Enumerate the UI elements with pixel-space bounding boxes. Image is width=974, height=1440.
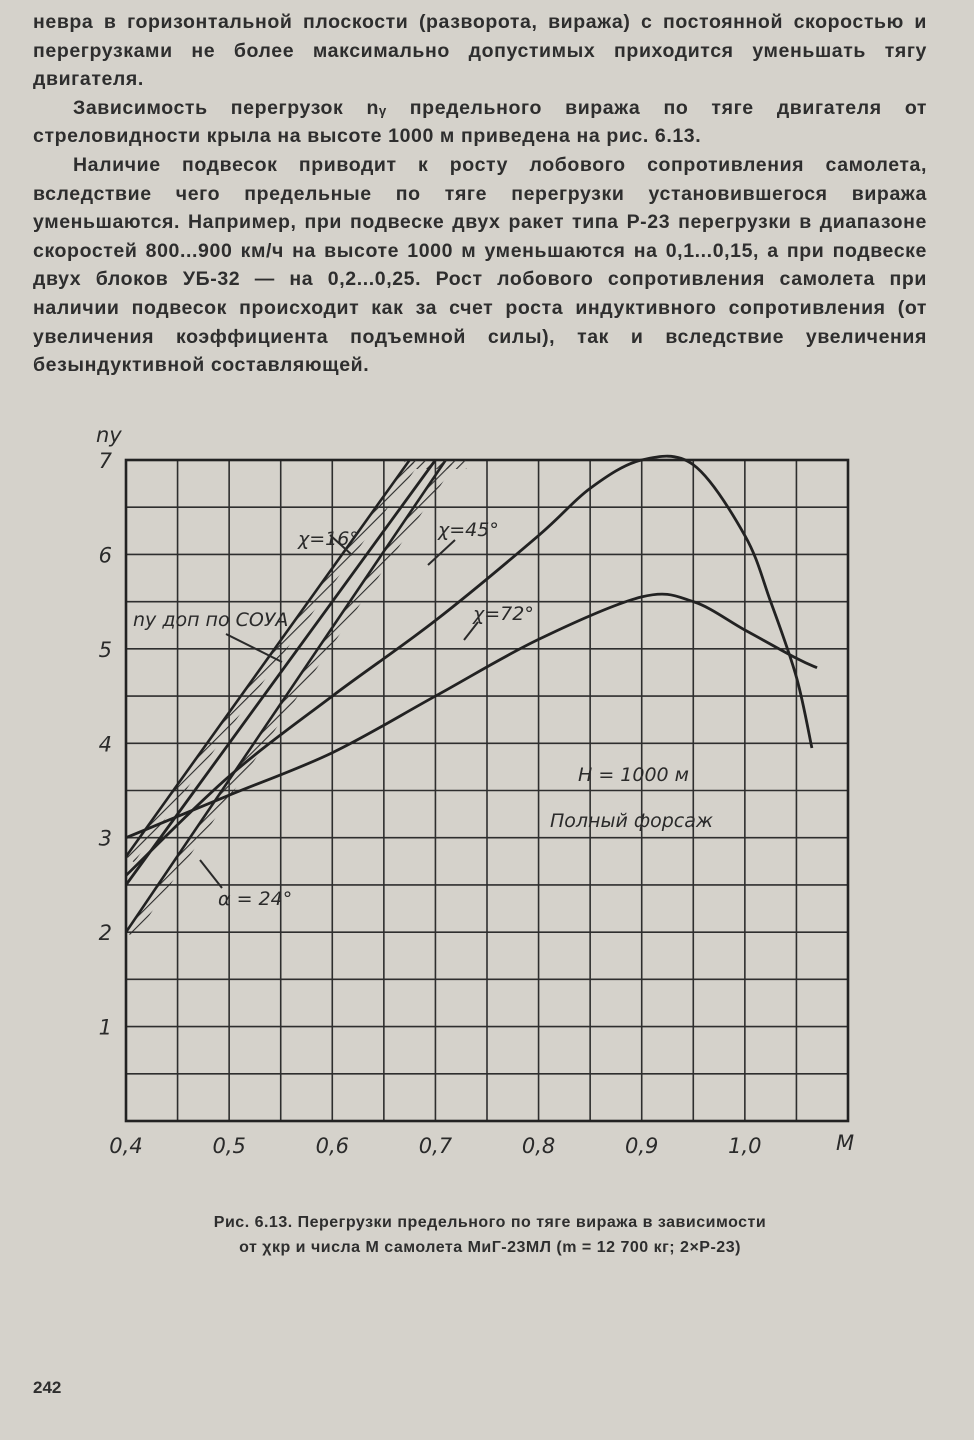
leader-chi-45 — [428, 540, 455, 565]
x-tick-label: 0,6 — [315, 1134, 349, 1158]
paragraph-2: Зависимость перегрузок nᵧ предельного виража по тяге двигателя от стреловидности крыла на высоте 1000 м приведена на рис. 6.13. — [33, 96, 927, 148]
y-tick-label: 2 — [98, 921, 112, 946]
limit-hatch-1 — [126, 460, 454, 938]
x-tick-label: 0,8 — [521, 1134, 556, 1158]
caption-line-2: от χкр и числа М самолета МиГ-23МЛ (m = 12 700 кг; 2×Р-23) — [239, 1239, 741, 1256]
y-tick-label: 3 — [98, 826, 112, 851]
x-tick-label: 1,0 — [728, 1134, 762, 1158]
limit-line-0 — [126, 460, 410, 857]
label-altitude: H = 1000 м — [578, 764, 690, 786]
paragraph-1: невра в горизонтальной плоскости (разворота, виража) с постоянной скоростью и перегрузками не более максимально допустимых приходится уменьшать тягу двигателя. — [33, 11, 927, 91]
limit-hatch-0 — [126, 460, 418, 862]
y-tick-label: 5 — [98, 637, 112, 662]
caption-line-1: Рис. 6.13. Перегрузки предельного по тяге виража в зависимости — [213, 1214, 767, 1231]
label-alpha-24: α = 24° — [218, 888, 293, 910]
y-tick-label: 6 — [98, 543, 112, 568]
x-axis-label: M — [836, 1131, 855, 1155]
x-tick-label: 0,5 — [212, 1134, 246, 1158]
body-text — [33, 8, 927, 380]
chart-grid — [126, 460, 848, 1121]
label-ny-dop: nу доп по СОУА — [133, 609, 289, 631]
y-tick-label: 1 — [98, 1015, 112, 1040]
x-tick-label: 0,4 — [109, 1134, 143, 1158]
label-regime: Полный форсаж — [550, 810, 714, 832]
leader-chi-72 — [464, 622, 478, 640]
page-number: 242 — [33, 1378, 62, 1397]
label-chi-45: χ=45° — [438, 519, 499, 541]
y-tick-label: 4 — [98, 732, 112, 757]
leader-alpha-24 — [200, 860, 222, 888]
figure-caption — [60, 1210, 920, 1260]
paragraph-3: Наличие подвесок приводит к росту лобового сопротивления самолета, вследствие чего предельные по тяге перегрузки установившегося виража уменьшаются. Например, при подвеске двух ракет типа Р-23 перегрузки в диапазоне скоростей 800...900 км/ч на высоте 1000 м уменьшаются на 0,1...0,15, а при подвеске двух блоков УБ-32 — на 0,2...0,25. Рост лобового сопротивления самолета при наличии подвесок происходит как за счет роста индуктивного сопротивления (от увеличения коэффициента подъемной силы), так и вследствие увеличения безындуктивной составляющей. — [33, 153, 927, 377]
y-axis-label: ny — [96, 423, 122, 447]
y-tick-label: 7 — [98, 449, 112, 473]
x-tick-label: 0,7 — [418, 1134, 453, 1158]
label-chi-16: χ=16° — [298, 528, 359, 550]
label-chi-72: χ=72° — [473, 603, 534, 625]
x-tick-label: 0,9 — [625, 1134, 659, 1158]
ny-vs-mach-chart — [0, 400, 974, 1200]
